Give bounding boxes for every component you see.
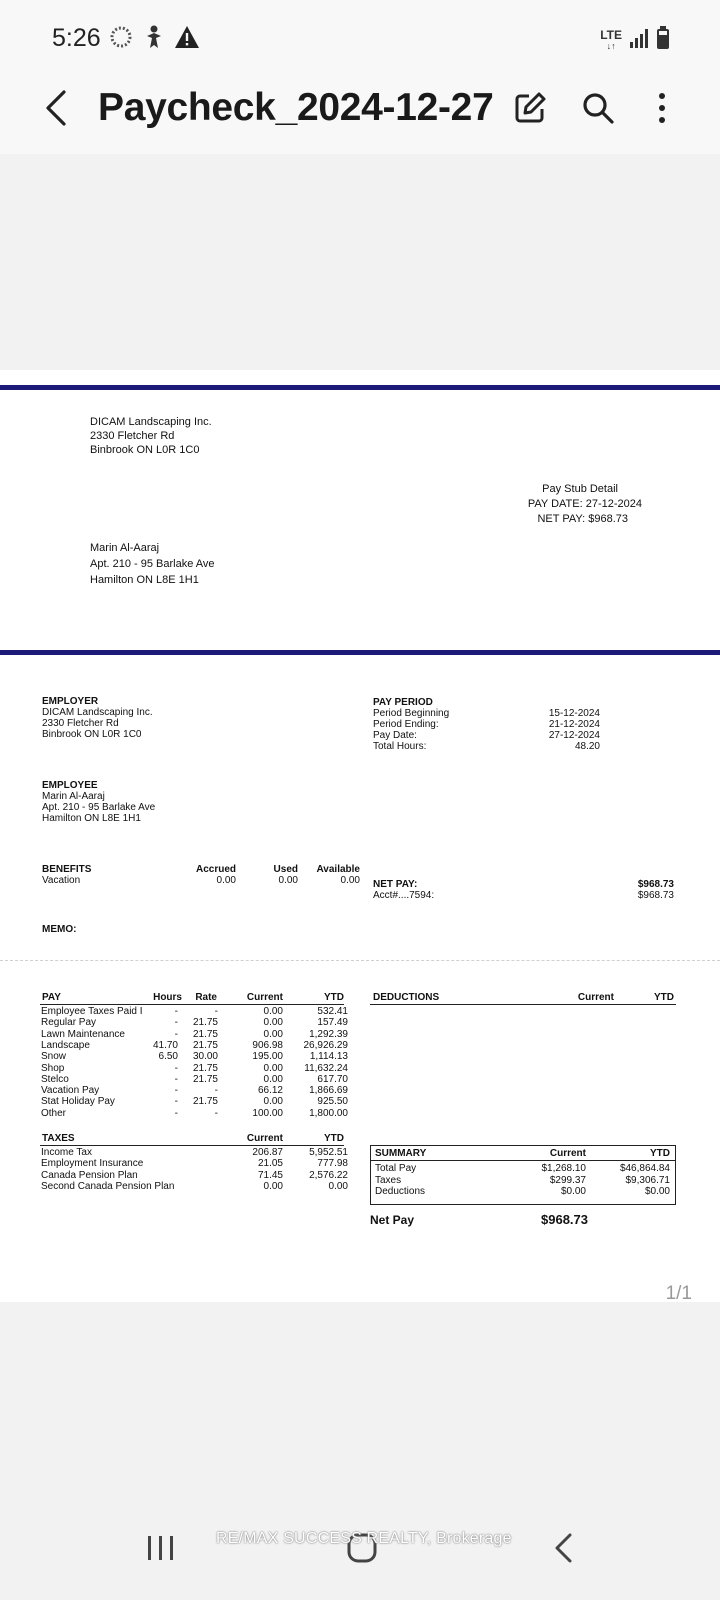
pay-col-rate: Rate: [195, 992, 217, 1003]
employee-name: Marin Al-Aaraj: [42, 791, 105, 802]
search-icon[interactable]: [578, 88, 618, 128]
pay-row-hours: 41.70: [152, 1039, 178, 1051]
pay-row-rate: 30.00: [192, 1051, 218, 1063]
edit-icon[interactable]: [510, 88, 550, 128]
taxes-header-rule: [40, 1145, 344, 1146]
pay-row-current: 0.00: [263, 1017, 283, 1029]
pay-row-current: 0.00: [263, 1028, 283, 1040]
summary-row-label: Total Pay: [375, 1163, 417, 1174]
page-indicator: 1/1: [665, 1283, 692, 1304]
summary-row-ytd: $0.00: [644, 1186, 670, 1197]
battery-icon: [656, 26, 670, 55]
employer-address-2: Binbrook ON L0R 1C0: [42, 729, 142, 740]
tear-line: [0, 960, 720, 961]
pay-row-hours: -: [174, 1096, 178, 1108]
pay-row-ytd: 1,866.69: [309, 1085, 348, 1097]
pay-period-label: Pay Date:: [373, 730, 417, 741]
net-pay-label: NET PAY:: [373, 879, 418, 890]
benefits-available: 0.00: [340, 875, 360, 886]
recipient-address-1: Apt. 210 - 95 Barlake Ave: [90, 558, 215, 570]
pay-period-value: 48.20: [574, 741, 600, 752]
pay-row-ytd: 26,926.29: [303, 1039, 348, 1051]
pay-row-current: 0.00: [263, 1062, 283, 1074]
summary-row-ytd: $9,306.71: [625, 1174, 670, 1186]
pay-row-ytd: 1,114.13: [309, 1051, 348, 1063]
pay-row-current: 906.98: [252, 1039, 283, 1051]
stub-pay-date: PAY DATE: 27-12-2024: [527, 498, 642, 510]
pay-row-hours: -: [174, 1017, 178, 1029]
summary-row-label: Deductions: [375, 1186, 426, 1197]
taxes-col-ytd: YTD: [324, 1133, 344, 1144]
pay-row-current: 195.00: [252, 1051, 283, 1063]
employer-address-1: 2330 Fletcher Rd: [42, 718, 119, 729]
pay-row-hours: -: [174, 1062, 178, 1074]
network-label: LTE: [600, 27, 622, 42]
account-value: $968.73: [637, 890, 674, 901]
benefits-heading: BENEFITS: [42, 864, 92, 875]
tax-row-ytd: 5,952.51: [309, 1147, 348, 1158]
back-icon[interactable]: [36, 88, 76, 128]
tax-row-ytd: 2,576.22: [309, 1169, 348, 1181]
pay-row-label: Shop: [41, 1062, 65, 1074]
pay-period-value: 21-12-2024: [548, 719, 600, 730]
summary-header-rule: [370, 1160, 676, 1161]
deductions-col-current: Current: [577, 992, 614, 1003]
pay-row-ytd: 925.50: [317, 1096, 348, 1108]
employer-name: DICAM Landscaping Inc.: [42, 707, 153, 718]
pay-row-hours: -: [174, 1028, 178, 1040]
summary-row-current: $0.00: [560, 1186, 586, 1197]
tax-row-current: 206.87: [252, 1147, 283, 1158]
tax-row-current: 0.00: [263, 1180, 283, 1192]
pay-row-label: Employee Taxes Paid I: [41, 1006, 143, 1017]
pay-row-ytd: 617.70: [317, 1073, 348, 1085]
deductions-heading: DEDUCTIONS: [373, 992, 440, 1003]
pay-header-rule: [40, 1004, 344, 1005]
pay-period-value: 27-12-2024: [548, 730, 600, 741]
pay-row-label: Other: [41, 1107, 67, 1119]
benefits-accrued: 0.00: [216, 875, 236, 886]
status-bar: [0, 0, 720, 80]
pay-row-rate: 21.75: [192, 1028, 218, 1040]
pay-row-label: Regular Pay: [41, 1017, 97, 1029]
pay-row-ytd: 11,632.24: [304, 1062, 348, 1074]
pay-row-rate: -: [214, 1006, 218, 1017]
account-label: Acct#....7594:: [373, 890, 435, 901]
summary-row-ytd: $46,864.84: [619, 1163, 670, 1174]
deductions-header-rule: [370, 1004, 676, 1005]
pay-row-current: 0.00: [263, 1073, 283, 1085]
pay-col-current: Current: [246, 992, 283, 1003]
watermark: RE/MAX SUCCESS REALTY, Brokerage: [216, 1530, 512, 1547]
pay-row-rate: 21.75: [192, 1062, 218, 1074]
pay-row-hours: -: [174, 1107, 178, 1119]
pay-row-label: Snow: [41, 1051, 67, 1063]
summary-col-current: Current: [549, 1148, 586, 1159]
pay-row-current: 100.00: [252, 1107, 283, 1119]
employer-heading: EMPLOYER: [42, 696, 99, 707]
pay-row-label: Lawn Maintenance: [41, 1028, 125, 1040]
status-time: 5:26: [52, 24, 101, 52]
pay-row-label: Stat Holiday Pay: [41, 1096, 115, 1108]
warning-icon: [174, 25, 200, 54]
benefits-col-used: Used: [273, 864, 298, 875]
pay-row-hours: -: [174, 1073, 178, 1085]
pay-period-label: Period Beginning: [373, 708, 450, 719]
taxes-heading: TAXES: [42, 1133, 75, 1144]
pay-row-label: Vacation Pay: [41, 1085, 100, 1097]
tax-row-current: 71.45: [257, 1169, 283, 1181]
company-address-2: Binbrook ON L0R 1C0: [90, 444, 200, 456]
pay-row-current: 66.12: [257, 1085, 283, 1097]
recipient-name: Marin Al-Aaraj: [90, 542, 160, 554]
pay-row-current: 0.00: [263, 1096, 283, 1108]
pay-col-hours: Hours: [153, 992, 182, 1003]
recent-apps-icon[interactable]: [146, 1534, 176, 1567]
tax-row-ytd: 0.00: [328, 1180, 348, 1192]
pay-row-hours: 6.50: [158, 1051, 178, 1063]
app-bar: [0, 80, 720, 154]
tax-row-label: Canada Pension Plan: [41, 1169, 138, 1181]
recipient-address-2: Hamilton ON L8E 1H1: [90, 574, 199, 586]
company-address-1: 2330 Fletcher Rd: [90, 430, 175, 442]
net-pay-value: $968.73: [637, 879, 674, 890]
pay-row-rate: 21.75: [192, 1017, 218, 1029]
network-indicator: LTE ↓↑: [600, 27, 622, 51]
top-rule: [0, 385, 720, 390]
benefits-col-accrued: Accrued: [195, 864, 236, 875]
back-nav-icon[interactable]: [552, 1532, 574, 1569]
document-page: [0, 370, 720, 1302]
pay-row-ytd: 1,800.00: [309, 1107, 348, 1119]
tax-row-label: Employment Insurance: [41, 1158, 144, 1170]
memo-label: MEMO:: [42, 924, 77, 935]
pay-row-rate: -: [214, 1085, 218, 1097]
pay-row-ytd: 1,292.39: [309, 1028, 348, 1040]
tax-row-label: Second Canada Pension Plan: [41, 1180, 175, 1192]
employee-address-1: Apt. 210 - 95 Barlake Ave: [42, 802, 156, 813]
pay-col-ytd: YTD: [324, 992, 344, 1003]
pay-period-label: Period Ending:: [373, 719, 439, 730]
signal-icon: [629, 28, 649, 53]
summary-row-current: $299.37: [549, 1174, 586, 1186]
stub-net-pay: NET PAY: $968.73: [537, 513, 628, 525]
document-title: Paycheck_2024-12-27: [98, 86, 494, 129]
benefits-row-label: Vacation: [42, 875, 81, 886]
pay-row-rate: 21.75: [192, 1096, 218, 1108]
deductions-col-ytd: YTD: [654, 992, 674, 1003]
pay-row-current: 0.00: [263, 1006, 283, 1017]
pay-period-label: Total Hours:: [373, 741, 427, 752]
pay-period-value: 15-12-2024: [548, 708, 600, 719]
net-pay-final-label: Net Pay: [370, 1213, 415, 1227]
employee-address-2: Hamilton ON L8E 1H1: [42, 813, 141, 824]
company-name: DICAM Landscaping Inc.: [90, 416, 212, 428]
accessibility-icon: [142, 24, 166, 55]
stub-detail-title: Pay Stub Detail: [542, 483, 618, 495]
pay-row-rate: 21.75: [192, 1039, 218, 1051]
sync-icon: [108, 24, 134, 55]
pay-row-hours: -: [174, 1006, 178, 1017]
pay-row-rate: 21.75: [192, 1073, 218, 1085]
summary-heading: SUMMARY: [375, 1148, 427, 1159]
pay-row-label: Landscape: [41, 1039, 90, 1051]
benefits-used: 0.00: [278, 875, 298, 886]
summary-row-label: Taxes: [375, 1174, 402, 1186]
pay-row-hours: -: [174, 1085, 178, 1097]
pay-heading: PAY: [42, 992, 61, 1003]
pay-row-label: Stelco: [41, 1073, 69, 1085]
tax-row-ytd: 777.98: [317, 1158, 348, 1170]
pay-period-heading: PAY PERIOD: [373, 697, 433, 708]
pay-row-ytd: 157.49: [317, 1017, 348, 1029]
more-options-icon[interactable]: [642, 88, 682, 128]
net-pay-final-value: $968.73: [541, 1212, 588, 1227]
benefits-col-available: Available: [316, 864, 360, 875]
employee-heading: EMPLOYEE: [42, 780, 98, 791]
tax-row-current: 21.05: [257, 1158, 283, 1170]
pay-row-rate: -: [214, 1107, 218, 1119]
middle-rule: [0, 650, 720, 655]
navigation-bar: [0, 1510, 720, 1600]
pay-row-ytd: 532.41: [317, 1006, 348, 1017]
summary-col-ytd: YTD: [650, 1148, 670, 1159]
taxes-col-current: Current: [246, 1133, 283, 1144]
tax-row-label: Income Tax: [41, 1147, 92, 1158]
summary-row-current: $1,268.10: [541, 1163, 586, 1174]
